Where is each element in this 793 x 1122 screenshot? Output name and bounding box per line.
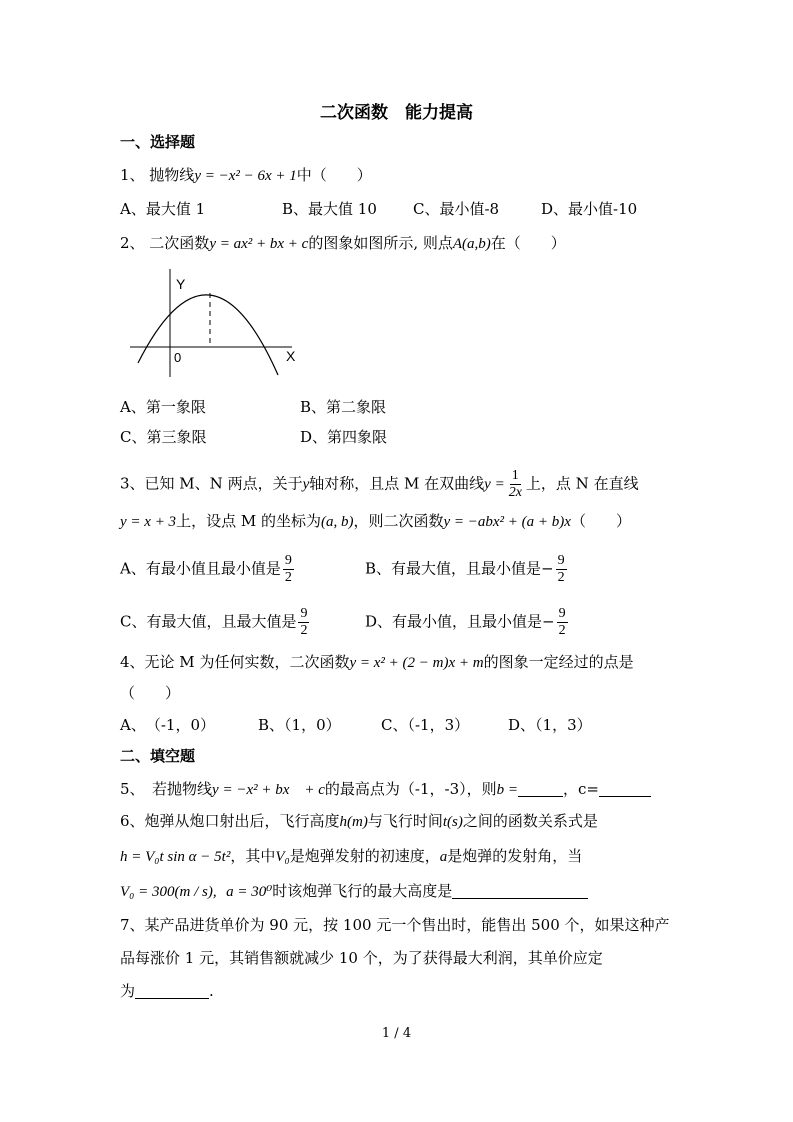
x-axis-label: X bbox=[286, 348, 296, 364]
fraction-denominator: 2x bbox=[508, 485, 522, 500]
q1-option-a: A、最大值 1 bbox=[120, 200, 206, 218]
q3-formula: y = −abx² + (a + b)x bbox=[443, 514, 571, 530]
question-2 bbox=[120, 233, 566, 254]
q3-line1-mid: 轴对称，且点 M 在双曲线 bbox=[309, 474, 485, 493]
question-3-line-1 bbox=[120, 468, 639, 501]
page-title: 二次函数 能力提高 bbox=[320, 103, 473, 123]
fraction-numerator: 9 bbox=[300, 606, 308, 621]
origin-label: 0 bbox=[174, 350, 182, 365]
q6-h-unit: h(m) bbox=[339, 814, 368, 830]
q3-option-b bbox=[365, 553, 569, 586]
q2-option-b: B、第二象限 bbox=[300, 398, 387, 416]
question-6-line-3 bbox=[120, 881, 588, 902]
q3-y: y bbox=[302, 476, 310, 493]
fraction-numerator: 1 bbox=[511, 468, 519, 483]
question-6-line-1 bbox=[120, 811, 598, 832]
fraction-denominator: 2 bbox=[284, 570, 292, 585]
q3-line: y = x + 3 bbox=[120, 514, 177, 530]
q2-suffix: 在（ ） bbox=[490, 234, 566, 252]
fraction-numerator: 9 bbox=[284, 553, 292, 568]
q5-prefix: 5、 若抛物线 bbox=[120, 780, 213, 798]
q3-option-c-text: C、有最大值，且最大值是 bbox=[120, 612, 297, 631]
q4-option-a: A、 （-1，0） bbox=[120, 716, 215, 734]
q5-mid2: ，c= bbox=[563, 780, 600, 798]
page-number: 1 / 4 bbox=[381, 1026, 412, 1041]
y-axis-label: Y bbox=[176, 276, 186, 292]
q4-paren: （ ） bbox=[120, 684, 181, 702]
q3-line1-suffix: 上，点 N 在直线 bbox=[525, 474, 639, 493]
fraction-denominator: 2 bbox=[557, 570, 565, 585]
section-fill-blank: 二、填空题 bbox=[120, 747, 196, 765]
q4-prefix: 4、无论 M 为任何实数，二次函数 bbox=[120, 653, 350, 671]
q5-formula: y = −x² + bx + c bbox=[212, 782, 325, 798]
q6-line1-mid: 与飞行时间 bbox=[367, 812, 443, 830]
fraction-denominator: 2 bbox=[558, 623, 566, 638]
q1-option-b: B、最大值 10 bbox=[282, 200, 377, 218]
q6-t-unit: t(s) bbox=[442, 814, 463, 830]
parabola-graph bbox=[120, 265, 310, 385]
question-1 bbox=[120, 165, 372, 186]
q2-option-d: D、第四象限 bbox=[300, 428, 388, 446]
section-choice: 一、选择题 bbox=[120, 133, 196, 151]
q3-option-a-text: A、有最小值且最小值是 bbox=[120, 559, 281, 578]
q5-c-blank[interactable] bbox=[599, 780, 651, 797]
q4-option-d: D、（1，3） bbox=[508, 716, 592, 734]
q2-point: A(a,b) bbox=[452, 236, 491, 252]
q3-option-d bbox=[365, 606, 570, 639]
question-4 bbox=[120, 652, 634, 673]
q5-mid: 的最高点为（-1，-3），则 bbox=[324, 780, 497, 798]
question-5 bbox=[120, 779, 651, 800]
q2-mid: 的图象如图所示, 则点 bbox=[308, 234, 453, 252]
q6-formula: h = V₀t sin α − 5t² bbox=[120, 849, 231, 865]
q7-line3-suffix: . bbox=[209, 982, 214, 1000]
q6-line2-suffix: 是炮弹的发射角，当 bbox=[447, 847, 583, 865]
q2-formula: y = ax² + bx + c bbox=[209, 236, 309, 252]
question-6-line-2 bbox=[120, 846, 582, 867]
q6-v0: V₀ bbox=[275, 849, 290, 865]
question-7-line-3 bbox=[120, 981, 214, 1001]
q6-line1-prefix: 6、炮弹从炮口射出后，飞行高度 bbox=[120, 812, 340, 830]
q4-formula: y = x² + (2 − m)x + m bbox=[349, 655, 484, 671]
question-3-line-2 bbox=[120, 511, 631, 532]
q5-b-blank[interactable] bbox=[518, 780, 563, 797]
q4-option-b: B、（1，0） bbox=[258, 716, 341, 734]
q3-option-c bbox=[120, 606, 311, 639]
fraction-numerator: 9 bbox=[557, 553, 565, 568]
q3-option-d-text: D、有最小值，且最小值是− bbox=[365, 612, 555, 631]
q2-prefix: 2、 二次函数 bbox=[120, 234, 210, 252]
q6-cond2: a = 30⁰ bbox=[226, 884, 273, 900]
q3-hyperbola-lhs: y = bbox=[484, 476, 505, 493]
q1-option-d: D、最小值-10 bbox=[541, 200, 638, 218]
q6-answer-blank[interactable] bbox=[452, 882, 588, 899]
q4-suffix: 的图象一定经过的点是 bbox=[483, 653, 634, 671]
q3-option-c-fraction bbox=[298, 606, 309, 639]
q5-b-label: b = bbox=[496, 782, 519, 798]
fraction-denominator: 2 bbox=[300, 623, 308, 638]
q3-coord: (a, b) bbox=[320, 514, 354, 530]
q3-option-a bbox=[120, 553, 296, 586]
q7-answer-blank[interactable] bbox=[135, 982, 209, 999]
q6-line3-suffix: 时该炮弹飞行的最大高度是 bbox=[272, 882, 453, 900]
parabola-curve bbox=[138, 295, 278, 375]
fraction-numerator: 9 bbox=[558, 606, 566, 621]
q6-line2-mid2: 是炮弹发射的初速度， bbox=[289, 847, 440, 865]
q1-formula: y = −x² − 6x + 1 bbox=[194, 168, 297, 184]
q3-line2-mid: 上，设点 M 的坐标为 bbox=[176, 512, 321, 530]
q1-option-c: C、最小值-8 bbox=[413, 200, 500, 218]
q3-option-d-fraction bbox=[557, 606, 568, 639]
q7-line-1: 7、某产品进货单价为 90 元，按 100 元一个售出时，能售出 500 个，如果这种产 bbox=[120, 916, 670, 934]
q3-option-b-fraction bbox=[556, 553, 567, 586]
q2-option-a: A、第一象限 bbox=[120, 398, 206, 416]
q6-cond1: V₀ = 300(m / s), bbox=[120, 884, 217, 900]
q6-line2-mid: ，其中 bbox=[230, 847, 276, 865]
q3-line2-mid2: ，则二次函数 bbox=[353, 512, 444, 530]
q6-line1-suffix: 之间的函数关系式是 bbox=[462, 812, 598, 830]
q6-alpha: a bbox=[439, 849, 448, 865]
q3-option-a-fraction bbox=[283, 553, 294, 586]
q2-option-c: C、第三象限 bbox=[120, 428, 207, 446]
q3-option-b-text: B、有最大值，且最小值是− bbox=[365, 559, 554, 578]
q7-line-2: 品每涨价 1 元，其销售额就减少 10 个，为了获得最大利润，其单价应定 bbox=[120, 949, 603, 967]
q3-hyperbola-fraction bbox=[507, 468, 524, 501]
q3-line2-suffix: （ ） bbox=[570, 512, 631, 530]
q3-line1-prefix: 3、已知 M、N 两点，关于 bbox=[120, 474, 303, 493]
q1-suffix: 中（ ） bbox=[296, 166, 372, 184]
q4-option-c: C、（-1，3） bbox=[381, 716, 470, 734]
q1-prefix: 1、 抛物线 bbox=[120, 166, 195, 184]
q7-line3-prefix: 为 bbox=[120, 982, 136, 1000]
